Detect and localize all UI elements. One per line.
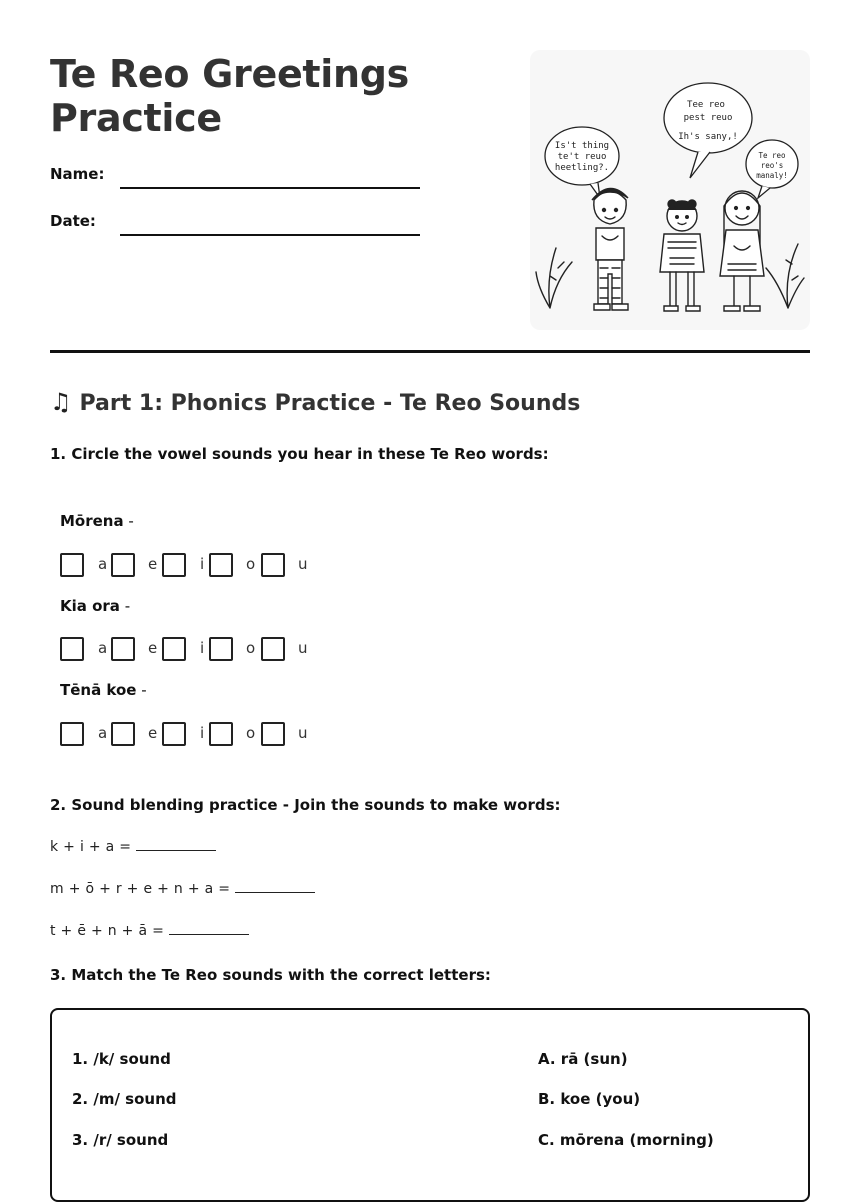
header-divider bbox=[50, 350, 810, 353]
vowel-label: e bbox=[148, 639, 158, 657]
vowel-checkbox[interactable] bbox=[209, 553, 233, 577]
word-label: Mōrena - bbox=[60, 512, 134, 530]
blend-exercise bbox=[50, 838, 216, 855]
worksheet-page bbox=[50, 0, 810, 1161]
vowel-label: a bbox=[98, 639, 108, 657]
children-drawing-icon bbox=[530, 50, 810, 330]
vowel-label: i bbox=[200, 555, 205, 573]
question-2: 2. Sound blending practice - Join the sounds to make words: bbox=[50, 796, 561, 814]
match-left-item: 3. /r/ sound bbox=[72, 1131, 169, 1149]
vowel-label: o bbox=[246, 555, 256, 573]
vowel-checkbox[interactable] bbox=[261, 553, 285, 577]
music-note-icon: ♫ bbox=[50, 388, 72, 416]
date-field-line[interactable] bbox=[120, 234, 420, 236]
vowel-checkbox[interactable] bbox=[60, 722, 84, 746]
bubble-2-line-3: Ih's sany,! bbox=[678, 132, 738, 142]
match-right-item: A. rā (sun) bbox=[538, 1050, 628, 1068]
date-label: Date: bbox=[50, 212, 96, 230]
vowel-checkbox[interactable] bbox=[162, 637, 186, 661]
blend-text: k + i + a = bbox=[50, 839, 137, 855]
blend-exercise bbox=[50, 922, 249, 939]
vowel-label: e bbox=[148, 724, 158, 742]
blend-text: t + ē + n + ā = bbox=[50, 923, 169, 939]
vowel-label: o bbox=[246, 724, 256, 742]
answer-blank[interactable] bbox=[136, 838, 216, 851]
match-right-item: C. mōrena (morning) bbox=[538, 1131, 714, 1149]
vowel-label: a bbox=[98, 555, 108, 573]
name-field-line[interactable] bbox=[120, 187, 420, 189]
bubble-1-line-3: heetling?. bbox=[554, 163, 610, 173]
vowel-label: u bbox=[298, 724, 308, 742]
page-title bbox=[50, 52, 409, 140]
vowel-checkbox[interactable] bbox=[261, 637, 285, 661]
vowel-label: a bbox=[98, 724, 108, 742]
vowel-checkbox[interactable] bbox=[111, 553, 135, 577]
bubble-1-line-2: te't reuo bbox=[557, 152, 607, 162]
blend-exercise bbox=[50, 880, 315, 897]
word-kia-ora: Kia ora bbox=[60, 597, 120, 615]
answer-blank[interactable] bbox=[235, 880, 315, 893]
vowel-checkbox[interactable] bbox=[261, 722, 285, 746]
word-morena: Mōrena bbox=[60, 512, 124, 530]
word-label: Kia ora - bbox=[60, 597, 131, 615]
vowel-label: i bbox=[200, 724, 205, 742]
question-3: 3. Match the Te Reo sounds with the correct letters: bbox=[50, 966, 491, 984]
bubble-3-line-3: manaly! bbox=[756, 171, 788, 180]
vowel-label: i bbox=[200, 639, 205, 657]
word-label: Tēnā koe - bbox=[60, 681, 147, 699]
vowel-checkbox[interactable] bbox=[60, 637, 84, 661]
match-right-item: B. koe (you) bbox=[538, 1090, 641, 1108]
vowel-label: u bbox=[298, 555, 308, 573]
part-1-title: Part 1: Phonics Practice - Te Reo Sounds bbox=[79, 391, 581, 416]
vowel-checkbox[interactable] bbox=[162, 553, 186, 577]
bubble-3-line-2: reo's bbox=[760, 161, 784, 170]
bubble-1-line-1: Is't thing bbox=[554, 141, 610, 151]
vowel-checkbox[interactable] bbox=[111, 722, 135, 746]
match-left-item: 2. /m/ sound bbox=[72, 1090, 177, 1108]
name-label: Name: bbox=[50, 165, 105, 183]
match-left-item: 1. /k/ sound bbox=[72, 1050, 171, 1068]
vowel-checkbox[interactable] bbox=[162, 722, 186, 746]
part-1-heading bbox=[50, 388, 580, 416]
answer-blank[interactable] bbox=[169, 922, 249, 935]
vowel-checkbox[interactable] bbox=[209, 722, 233, 746]
question-1: 1. Circle the vowel sounds you hear in these Te Reo words: bbox=[50, 445, 549, 463]
matching-box bbox=[50, 1008, 810, 1202]
word-tena-koe: Tēnā koe bbox=[60, 681, 137, 699]
blend-text: m + ō + r + e + n + a = bbox=[50, 881, 236, 897]
bubble-3-line-1: Te reo bbox=[758, 151, 786, 160]
children-greeting-illustration bbox=[530, 50, 810, 330]
bubble-2-line-1: Tee reo bbox=[687, 100, 725, 110]
vowel-checkbox[interactable] bbox=[60, 553, 84, 577]
vowel-checkbox[interactable] bbox=[209, 637, 233, 661]
title-line-2: Practice bbox=[50, 96, 222, 140]
vowel-label: e bbox=[148, 555, 158, 573]
bubble-2-line-2: pest reuo bbox=[683, 113, 733, 123]
title-line-1: Te Reo Greetings bbox=[50, 52, 409, 96]
vowel-label: o bbox=[246, 639, 256, 657]
vowel-checkbox[interactable] bbox=[111, 637, 135, 661]
vowel-label: u bbox=[298, 639, 308, 657]
